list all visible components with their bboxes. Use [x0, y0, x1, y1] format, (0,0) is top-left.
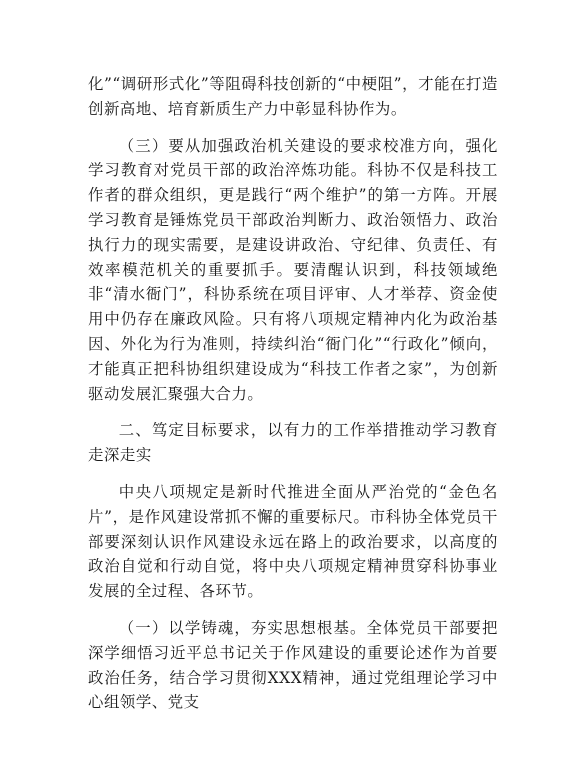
document-page [88, 72, 498, 715]
paragraph-eight-point-rules: 中央八项规定是新时代推进全面从严治党的“金色名片”，是作风建设常抓不懈的重要标尺。市科协全体党员干部要深刻认识作风建设永远在路上的政治要求，以高度的政治自觉和行动自觉，将中央八项规定精神贯穿科协事业发展的全过程、各环节。 [88, 482, 498, 601]
paragraph-political-organ-building: （三）要从加强政治机关建设的要求校准方向，强化学习教育对党员干部的政治淬炼功能。科协不仅是科技工作者的群众组织，更是践行“两个维护”的第一方阵。开展学习教育是锤炼党员干部政治判断力、政治领悟力、政治执行力的现实需要，是建设讲政治、守纪律、负责任、有效率模范机关的重要抓手。要清醒认识到，科技领域绝非“清水衙门”，科协系统在项目评审、人才举荐、资金使用中仍存在廉政风险。只有将八项规定精神内化为政治基因、外化为行为准则，持续纠治“衙门化”“行政化”倾向，才能真正把科协组织建设成为“科技工作者之家”，为创新驱动发展汇聚强大合力。 [88, 136, 498, 403]
paragraph-study-foundation: （一）以学铸魂，夯实思想根基。全体党员干部要把深学细悟习近平总书记关于作风建设的重要论述作为首要政治任务，结合学习贯彻XXX精神，通过党组理论学习中心组领学、党支 [88, 618, 498, 712]
section-heading-goals: 二、笃定目标要求，以有力的工作举措推动学习教育走深走实 [88, 421, 498, 465]
paragraph-continuation: 化”“调研形式化”等阻碍科技创新的“中梗阻”，才能在打造创新高地、培育新质生产力中彰显科协作为。 [88, 75, 498, 118]
